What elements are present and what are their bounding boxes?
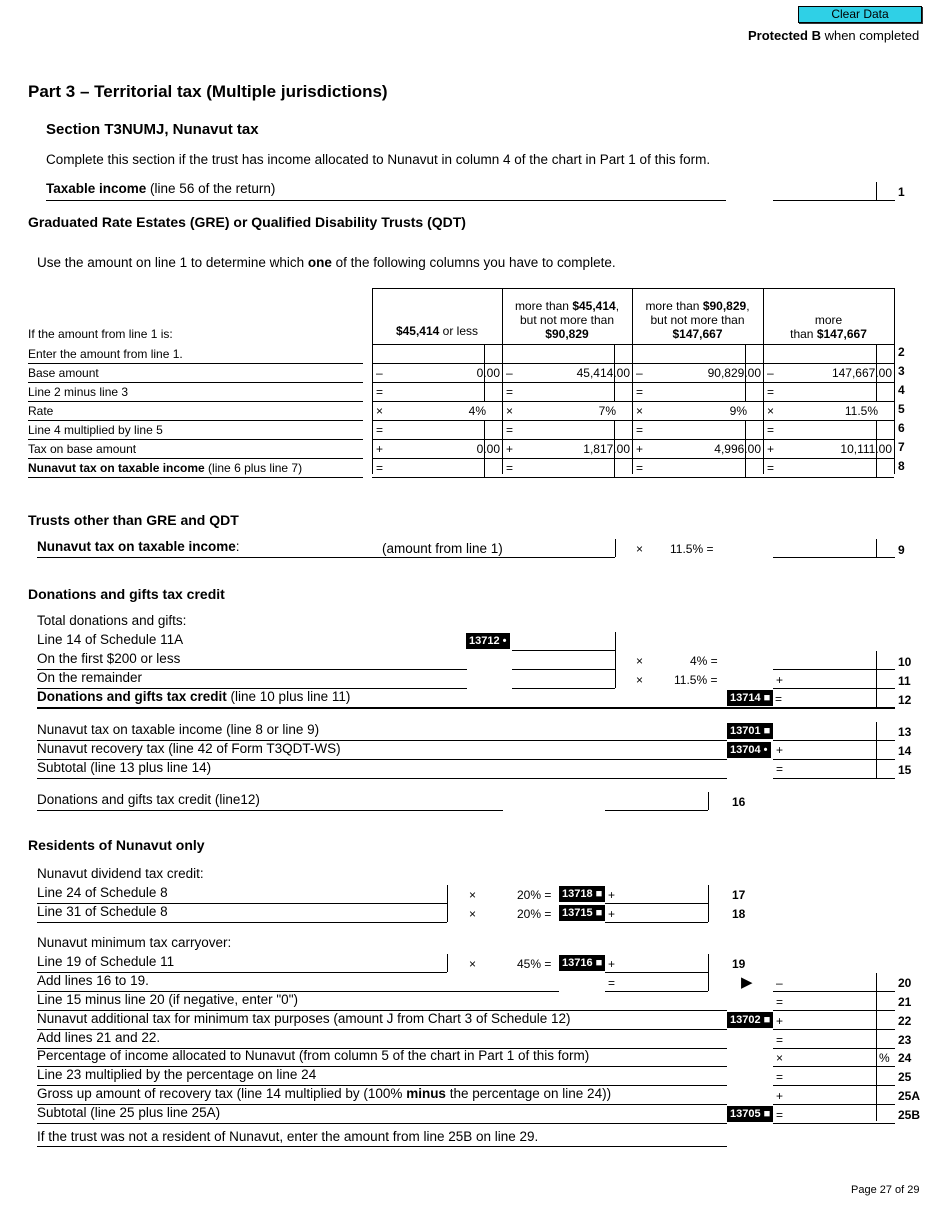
line-22-field[interactable] (773, 1029, 895, 1030)
rate-cell-operator: – (767, 366, 774, 380)
line-25a-pre: Gross up amount of recovery tax (line 14 multiplied by (100% (37, 1086, 407, 1101)
line-number-20: 20 (898, 976, 912, 990)
line-22-label: Nunavut additional tax for minimum tax purposes (amount J from Chart 3 of Schedule 12) (37, 1011, 571, 1026)
residents-title: Residents of Nunavut only (28, 837, 205, 853)
line-25b-eq: = (776, 1108, 784, 1122)
line-25a-post: the percentage on line 24)) (445, 1086, 612, 1101)
donations-first-times: × (636, 654, 644, 668)
line-number-16: 16 (732, 795, 746, 809)
line-16-label: Donations and gifts tax credit (line12) (37, 792, 260, 807)
line-20-label: Add lines 16 to 19. (37, 973, 149, 988)
donations-rem-label: On the remainder (37, 670, 143, 685)
line-number-5: 5 (898, 402, 905, 416)
col-2-h2: but not more than (519, 313, 615, 327)
donations-rem-times: × (636, 673, 644, 687)
line-number-3: 3 (898, 364, 905, 378)
line-19-rate: 45% = (517, 957, 552, 971)
donations-sched-field[interactable] (512, 650, 615, 651)
rate-row-label (28, 442, 136, 456)
arrow-right-icon: ▶ (741, 974, 753, 991)
col-3-header (632, 299, 763, 341)
line-21-field[interactable] (773, 1010, 895, 1011)
line-19-label: Line 19 of Schedule 11 (37, 954, 175, 969)
rate-cell-operator: × (767, 404, 775, 418)
line-25b-label: Subtotal (line 25 plus line 25A) (37, 1105, 221, 1120)
code-13704: 13704 • (727, 742, 771, 758)
line-number-24: 24 (898, 1051, 912, 1065)
line-number-2: 2 (898, 345, 905, 359)
col-1-header-bold: $45,414 (395, 324, 440, 338)
taxable-income-bold: Taxable income (46, 181, 147, 196)
line-14-plus: + (776, 743, 784, 757)
col-3-h1-end: , (746, 299, 750, 313)
line-16-field[interactable] (605, 810, 708, 811)
rate-row-label-text: Line 2 minus line 3 (28, 385, 129, 399)
code-13714: 13714 ■ (727, 690, 773, 706)
col-2-h1-end: , (615, 299, 620, 313)
col-1-header-rest: or less (439, 324, 479, 338)
line-25a-label (37, 1086, 611, 1101)
line-number-15: 15 (898, 763, 912, 777)
line-24-times: × (776, 1051, 784, 1065)
donations-title: Donations and gifts tax credit (28, 586, 225, 602)
line-number-25: 25 (898, 1070, 912, 1084)
rate-cell-operator: + (506, 442, 514, 456)
rate-row-label (28, 461, 302, 475)
other-trusts-label-bold: Nunavut tax on taxable income (37, 539, 236, 554)
residents-min-label: Nunavut minimum tax carryover: (37, 935, 232, 950)
line-number-9: 9 (898, 543, 905, 557)
donations-credit-label (37, 689, 350, 704)
rate-cell-value: 0.00 (476, 442, 500, 456)
other-trusts-label (37, 539, 240, 554)
line-number-19: 19 (732, 957, 746, 971)
rate-cell-value: 1,817.00 (583, 442, 630, 456)
line-number-6: 6 (898, 421, 905, 435)
intro-text: Complete this section if the trust has income allocated to Nunavut in column 4 of the chart in Part 1 of this form. (46, 152, 711, 167)
rate-cell-value: 147,667.00 (831, 366, 892, 380)
rate-cell-operator: = (636, 461, 644, 475)
line-number-18: 18 (732, 907, 746, 921)
col-2-h3: $90,829 (545, 327, 589, 341)
rate-cell-operator: – (636, 366, 643, 380)
donations-credit-eq: = (775, 692, 783, 706)
col-1-header (372, 324, 502, 338)
line-24-label: Percentage of income allocated to Nunavut (from column 5 of the chart in Part 1 of this form) (37, 1048, 590, 1063)
other-trusts-times: × (636, 542, 644, 556)
line-23-eq: = (776, 1033, 784, 1047)
line-15-field[interactable] (773, 778, 895, 779)
rate-row-label-text: (line 6 plus line 7) (204, 461, 303, 475)
col-3-h3: $147,667 (672, 327, 723, 341)
line-24-percent: % (879, 1051, 890, 1065)
page-number: Page 27 of 29 (851, 1184, 920, 1196)
rate-cell-value: 4,996.00 (714, 442, 761, 456)
line-23-label: Add lines 21 and 22. (37, 1030, 161, 1045)
col-3-h1: more than (645, 299, 703, 313)
code-13715: 13715 ■ (559, 905, 605, 921)
other-trusts-colon: : (235, 539, 240, 554)
code-13712: 13712 • (466, 633, 510, 649)
donations-credit-rest: (line 10 plus line 11) (226, 689, 351, 704)
col-4-h2: than (790, 327, 817, 341)
donations-sched-label: Line 14 of Schedule 11A (37, 632, 184, 647)
rate-cell-value: 4% (468, 404, 486, 418)
rate-cell-operator: = (506, 461, 514, 475)
line-15-label: Subtotal (line 13 plus line 14) (37, 760, 212, 775)
other-trusts-amount: (amount from line 1) (382, 541, 503, 556)
rate-row-label-bold: Nunavut tax on taxable income (28, 461, 205, 475)
donations-rem-field[interactable] (512, 688, 615, 689)
other-trusts-rate: 11.5% = (670, 542, 714, 556)
code-13716: 13716 ■ (559, 955, 605, 971)
code-13718: 13718 ■ (559, 886, 605, 902)
line-number-17: 17 (732, 888, 746, 902)
line-1-field[interactable] (773, 200, 895, 201)
rate-cell-operator: = (376, 385, 384, 399)
rate-cell-operator: = (767, 385, 775, 399)
protected-suffix: when completed (820, 28, 920, 43)
rate-cell-operator: = (636, 423, 644, 437)
col-4-header-l2 (763, 327, 894, 341)
line-20-subfield[interactable] (605, 991, 708, 992)
line-17-label: Line 24 of Schedule 8 (37, 885, 168, 900)
line-number-11: 11 (898, 674, 911, 688)
rate-cell-operator: = (767, 423, 775, 437)
residents-div-label: Nunavut dividend tax credit: (37, 866, 204, 881)
non-resident-note: If the trust was not a resident of Nunavut, enter the amount from line 25B on line 29. (37, 1129, 539, 1144)
rate-table-row-header: If the amount from line 1 is: (28, 327, 173, 341)
rate-cell-value: 90,829.00 (707, 366, 761, 380)
rate-cell-operator: × (376, 404, 384, 418)
donations-rem-plus: + (776, 673, 784, 687)
clear-data-button[interactable]: Clear Data (798, 6, 922, 23)
line-number-4: 4 (898, 383, 905, 397)
line-17-plus: + (608, 888, 616, 902)
rate-cell-value: 45,414.00 (576, 366, 630, 380)
line-number-1: 1 (898, 185, 905, 199)
rate-cell-value: 7% (598, 404, 616, 418)
line-25a-bold: minus (406, 1086, 446, 1101)
taxable-income-label (46, 181, 275, 196)
line-number-23: 23 (898, 1033, 912, 1047)
line-17-rate: 20% = (517, 888, 552, 902)
line-25b-field[interactable] (773, 1123, 895, 1124)
code-13701: 13701 ■ (727, 723, 773, 739)
col-4-h2-bold: $147,667 (816, 327, 867, 341)
rate-cell-value: 11.5% (844, 404, 878, 418)
line-18-times: × (469, 907, 477, 921)
col-2-header (502, 299, 632, 341)
line-18-field[interactable] (605, 922, 708, 923)
gre-title: Graduated Rate Estates (GRE) or Qualified Disability Trusts (QDT) (28, 214, 466, 230)
col-3-h1-bold: $90,829 (702, 299, 747, 313)
rate-row-label (28, 404, 53, 418)
rate-row-label-text: Enter the amount from line 1. (28, 347, 183, 361)
line-20-eq: = (608, 976, 616, 990)
line-25-label: Line 23 multiplied by the percentage on line 24 (37, 1067, 317, 1082)
donations-first-rate: 4% = (690, 654, 718, 668)
rate-cell-operator: – (506, 366, 513, 380)
line-number-13: 13 (898, 725, 912, 739)
line-number-14: 14 (898, 744, 912, 758)
rate-cell-operator: + (767, 442, 775, 456)
gre-instruction (37, 255, 616, 270)
other-trusts-title: Trusts other than GRE and QDT (28, 512, 239, 528)
rate-cell-operator: × (636, 404, 644, 418)
line-14-field[interactable] (773, 759, 895, 760)
rate-row-label-text: Rate (28, 404, 54, 418)
col-4-header (763, 313, 894, 341)
line-19-plus: + (608, 957, 616, 971)
gre-instruction-pre: Use the amount on line 1 to determine which (37, 255, 308, 270)
line-number-25b: 25B (898, 1108, 921, 1122)
line-17-field[interactable] (605, 903, 708, 904)
code-13705: 13705 ■ (727, 1106, 773, 1122)
col-2-header-l1 (502, 299, 632, 313)
rate-cell-operator: = (636, 385, 644, 399)
col-3-header-l1 (632, 299, 763, 313)
line-18-plus: + (608, 907, 616, 921)
rate-cell-operator: = (767, 461, 775, 475)
line-number-12: 12 (898, 693, 912, 707)
taxable-income-rest: (line 56 of the return) (146, 181, 276, 196)
line-25-eq: = (776, 1070, 784, 1084)
rate-row-label-text: Tax on base amount (28, 442, 137, 456)
line-11-field[interactable] (773, 688, 895, 689)
rate-cell-value: 10,111.00 (840, 442, 892, 456)
line-21-eq: = (776, 995, 784, 1009)
line-17-times: × (469, 888, 477, 902)
donations-first-label: On the first $200 or less (37, 651, 181, 666)
line-number-21: 21 (898, 995, 912, 1009)
protected-bold: Protected B (748, 28, 821, 43)
rate-cell-operator: × (506, 404, 514, 418)
rate-cell-operator: – (376, 366, 383, 380)
rate-row-label (28, 385, 128, 399)
col-3-h2: but not more than (650, 313, 745, 327)
rate-cell-operator: = (376, 423, 384, 437)
donations-rem-rate: 11.5% = (674, 673, 718, 687)
donations-credit-bold: Donations and gifts tax credit (37, 689, 227, 704)
line-number-10: 10 (898, 655, 912, 669)
line-18-rate: 20% = (517, 907, 552, 921)
line-21-label: Line 15 minus line 20 (if negative, enter "0") (37, 992, 298, 1007)
rate-row-label (28, 366, 99, 380)
line-13-label: Nunavut tax on taxable income (line 8 or line 9) (37, 722, 320, 737)
line-23-field[interactable] (773, 1048, 895, 1049)
line-14-label: Nunavut recovery tax (line 42 of Form T3QDT-WS) (37, 741, 341, 756)
line-number-22: 22 (898, 1014, 912, 1028)
code-13702: 13702 ■ (727, 1012, 773, 1028)
gre-instruction-post: of the following columns you have to complete. (331, 255, 616, 270)
part-title: Part 3 – Territorial tax (Multiple jurisdictions) (28, 82, 388, 101)
line-20-minus: – (776, 976, 783, 990)
col-4-h1: more (814, 313, 843, 327)
rate-row-label (28, 423, 163, 437)
line-9-field[interactable] (773, 557, 895, 558)
line-25a-plus: + (776, 1089, 784, 1103)
donations-first-field[interactable] (512, 669, 615, 670)
rate-row-label (28, 347, 183, 361)
rate-cell-operator: + (636, 442, 644, 456)
col-2-h1: more than (514, 299, 573, 313)
line-22-plus: + (776, 1014, 784, 1028)
line-19-times: × (469, 957, 477, 971)
line-number-7: 7 (898, 440, 905, 454)
line-25a-field[interactable] (773, 1104, 895, 1105)
rate-cell-value: 9% (729, 404, 747, 418)
rate-row-label-text: Base amount (28, 366, 99, 380)
rate-cell-operator: + (376, 442, 384, 456)
line-25-field[interactable] (773, 1085, 895, 1086)
rate-row-label-text: Line 4 multiplied by line 5 (28, 423, 163, 437)
line-number-8: 8 (898, 459, 905, 473)
rate-cell-operator: = (506, 385, 514, 399)
rate-cell-operator: = (376, 461, 384, 475)
rate-cell-value: 0.00 (476, 366, 500, 380)
col-2-h1-bold: $45,414 (572, 299, 616, 313)
line-19-field[interactable] (605, 972, 708, 973)
gre-instruction-bold: one (307, 255, 332, 270)
section-title: Section T3NUMJ, Nunavut tax (46, 121, 259, 138)
line-18-label: Line 31 of Schedule 8 (37, 904, 168, 919)
donations-total-label: Total donations and gifts: (37, 613, 187, 628)
protected-label (748, 28, 919, 43)
line-15-eq: = (776, 762, 784, 776)
line-24-field[interactable] (773, 1066, 895, 1067)
line-number-25a: 25A (898, 1089, 921, 1103)
rate-cell-operator: = (506, 423, 514, 437)
